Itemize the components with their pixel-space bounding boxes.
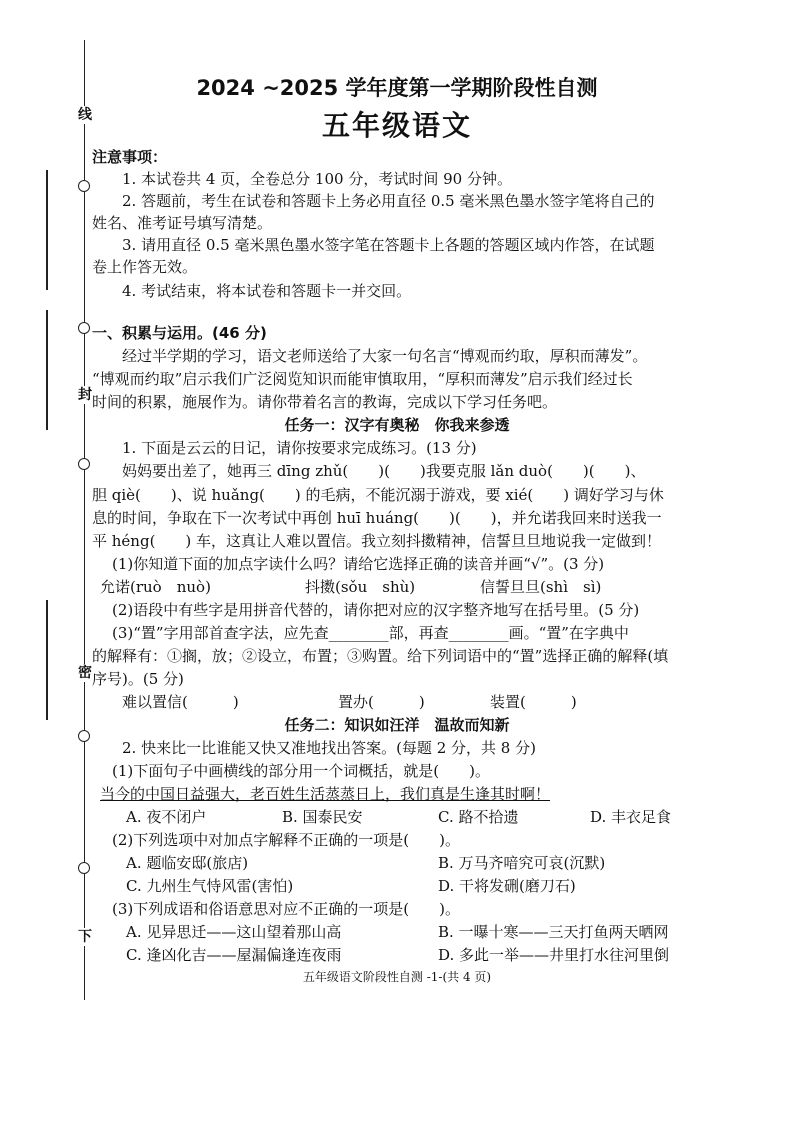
notes-item: 4. 考试结束，将本试卷和答题卡一并交回。 bbox=[122, 282, 412, 300]
zhi-option: 装置( ) bbox=[490, 693, 577, 711]
choice-option: C. 路不拾遗 bbox=[438, 808, 519, 826]
pinyin-option: 允诺(ruò nuò) bbox=[100, 578, 211, 596]
question-1-3: (3)“置”字用部首查字法，应先查________部，再查________画。“置”在字典中 bbox=[112, 624, 629, 642]
choice-option: C. 九州生气恃风雷(害怕) bbox=[126, 877, 294, 895]
notes-item: 2. 答题前，考生在试卷和答题卡上务必用直径 0.5 毫米黑色墨水签字笔将自己的 bbox=[122, 192, 655, 210]
notes-heading: 注意事项： bbox=[92, 148, 168, 166]
margin-label-xia: 下 bbox=[78, 929, 92, 945]
choice-option: A. 夜不闭户 bbox=[126, 808, 207, 826]
page-footer: 五年级语文阶段性自测 -1-(共 4 页) bbox=[302, 970, 492, 984]
margin-circle bbox=[78, 322, 90, 334]
margin-bracket bbox=[46, 600, 48, 720]
diary-line: 妈妈要出差了，她再三 dīng zhǔ( )( )我要克服 lǎn duò( )( )、 bbox=[122, 462, 646, 480]
exam-subtitle: 五年级语文 bbox=[321, 109, 472, 142]
margin-label-feng: 封 bbox=[78, 387, 92, 403]
zhi-option: 难以置信( ) bbox=[122, 693, 239, 711]
task-heading: 任务二：知识如汪洋 温故而知新 bbox=[284, 716, 510, 734]
choice-option: D. 丰衣足食 bbox=[590, 808, 672, 826]
question-2-2: (2)下列选项中对加点字解释不正确的一项是( )。 bbox=[112, 831, 460, 849]
intro-line: “博观而约取”启示我们广泛阅览知识而能审慎取用，“厚积而薄发”启示我们经过长 bbox=[92, 370, 633, 388]
question-1: 1. 下面是云云的日记，请你按要求完成练习。(13 分) bbox=[122, 439, 477, 457]
question-1-3: 序号)。(5 分) bbox=[92, 670, 184, 688]
margin-circle bbox=[78, 458, 90, 470]
task-heading: 任务一：汉字有奥秘 你我来参透 bbox=[284, 416, 510, 434]
diary-line: 息的时间，争取在下一次考试中再创 huī huáng( )( )，并允诺我回来时送我一 bbox=[92, 509, 662, 527]
choice-option: D. 干将发硎(磨刀石) bbox=[438, 877, 576, 895]
margin-bracket bbox=[46, 170, 48, 290]
section-heading: 一、积累与运用。(46 分) bbox=[92, 324, 267, 342]
intro-line: 时间的积累，施展作为。请你带着名言的教诲，完成以下学习任务吧。 bbox=[92, 393, 558, 411]
choice-option: A. 题临安邸(旅店) bbox=[126, 854, 249, 872]
margin-label-mi: 密 bbox=[78, 665, 92, 681]
question-2: 2. 快来比一比谁能又快又准地找出答案。(每题 2 分，共 8 分) bbox=[122, 739, 536, 757]
notes-item: 1. 本试卷共 4 页，全卷总分 100 分，考试时间 90 分钟。 bbox=[122, 170, 512, 188]
question-2-3: (3)下列成语和俗语意思对应不正确的一项是( )。 bbox=[112, 900, 460, 918]
binding-margin bbox=[22, 40, 92, 1000]
diary-line: 胆 qiè( )、说 huǎng( ) 的毛病，不能沉溺于游戏，要 xié( ) 调好学习与休 bbox=[92, 486, 664, 504]
margin-bracket bbox=[46, 310, 48, 430]
question-1-3: 的解释有：①搁，放；②设立，布置；③购置。给下列词语中的“置”选择正确的解释(填 bbox=[92, 647, 669, 665]
margin-label-xian: 线 bbox=[78, 107, 92, 123]
margin-circle bbox=[78, 862, 90, 874]
choice-option: D. 多此一举——井里打水往河里倒 bbox=[438, 946, 670, 964]
question-1-2: (2)语段中有些字是用拼音代替的，请你把对应的汉字整齐地写在括号里。(5 分) bbox=[112, 601, 640, 619]
notes-item: 3. 请用直径 0.5 毫米黑色墨水签字笔在答题卡上各题的答题区域内作答，在试题 bbox=[122, 236, 655, 254]
margin-circle bbox=[78, 180, 90, 192]
question-1-1: (1)你知道下面的加点字读什么吗？请给它选择正确的读音并画“√”。(3 分) bbox=[112, 555, 605, 573]
notes-item: 姓名、准考证号填写清楚。 bbox=[92, 214, 273, 232]
zhi-option: 置办( ) bbox=[338, 693, 425, 711]
choice-option: B. 国泰民安 bbox=[282, 808, 363, 826]
choice-option: C. 逢凶化吉——屋漏偏逢连夜雨 bbox=[126, 946, 342, 964]
question-2-1: (1)下面句子中画横线的部分用一个词概括，就是( )。 bbox=[112, 762, 490, 780]
pinyin-option: 抖擞(sǒu shù) bbox=[305, 578, 416, 596]
choice-option: A. 见异思迁——这山望着那山高 bbox=[126, 923, 342, 941]
notes-item: 卷上作答无效。 bbox=[92, 258, 198, 276]
intro-line: 经过半学期的学习，语文老师送给了大家一句名言“博观而约取，厚积而薄发”。 bbox=[122, 347, 648, 365]
pinyin-option: 信誓旦旦(shì sì) bbox=[480, 578, 602, 596]
choice-option: B. 一曝十寒——三天打鱼两天晒网 bbox=[438, 923, 669, 941]
choice-option: B. 万马齐喑究可哀(沉默) bbox=[438, 854, 606, 872]
exam-title: 2024 ~2025 学年度第一学期阶段性自测 bbox=[196, 76, 598, 100]
underlined-sentence: 当今的中国日益强大，老百姓生活蒸蒸日上，我们真是生逢其时啊！ bbox=[100, 785, 551, 803]
diary-line: 平 héng( ) 车，这真让人难以置信。我立刻抖擞精神，信誓旦旦地说我一定做到！ bbox=[92, 532, 662, 550]
